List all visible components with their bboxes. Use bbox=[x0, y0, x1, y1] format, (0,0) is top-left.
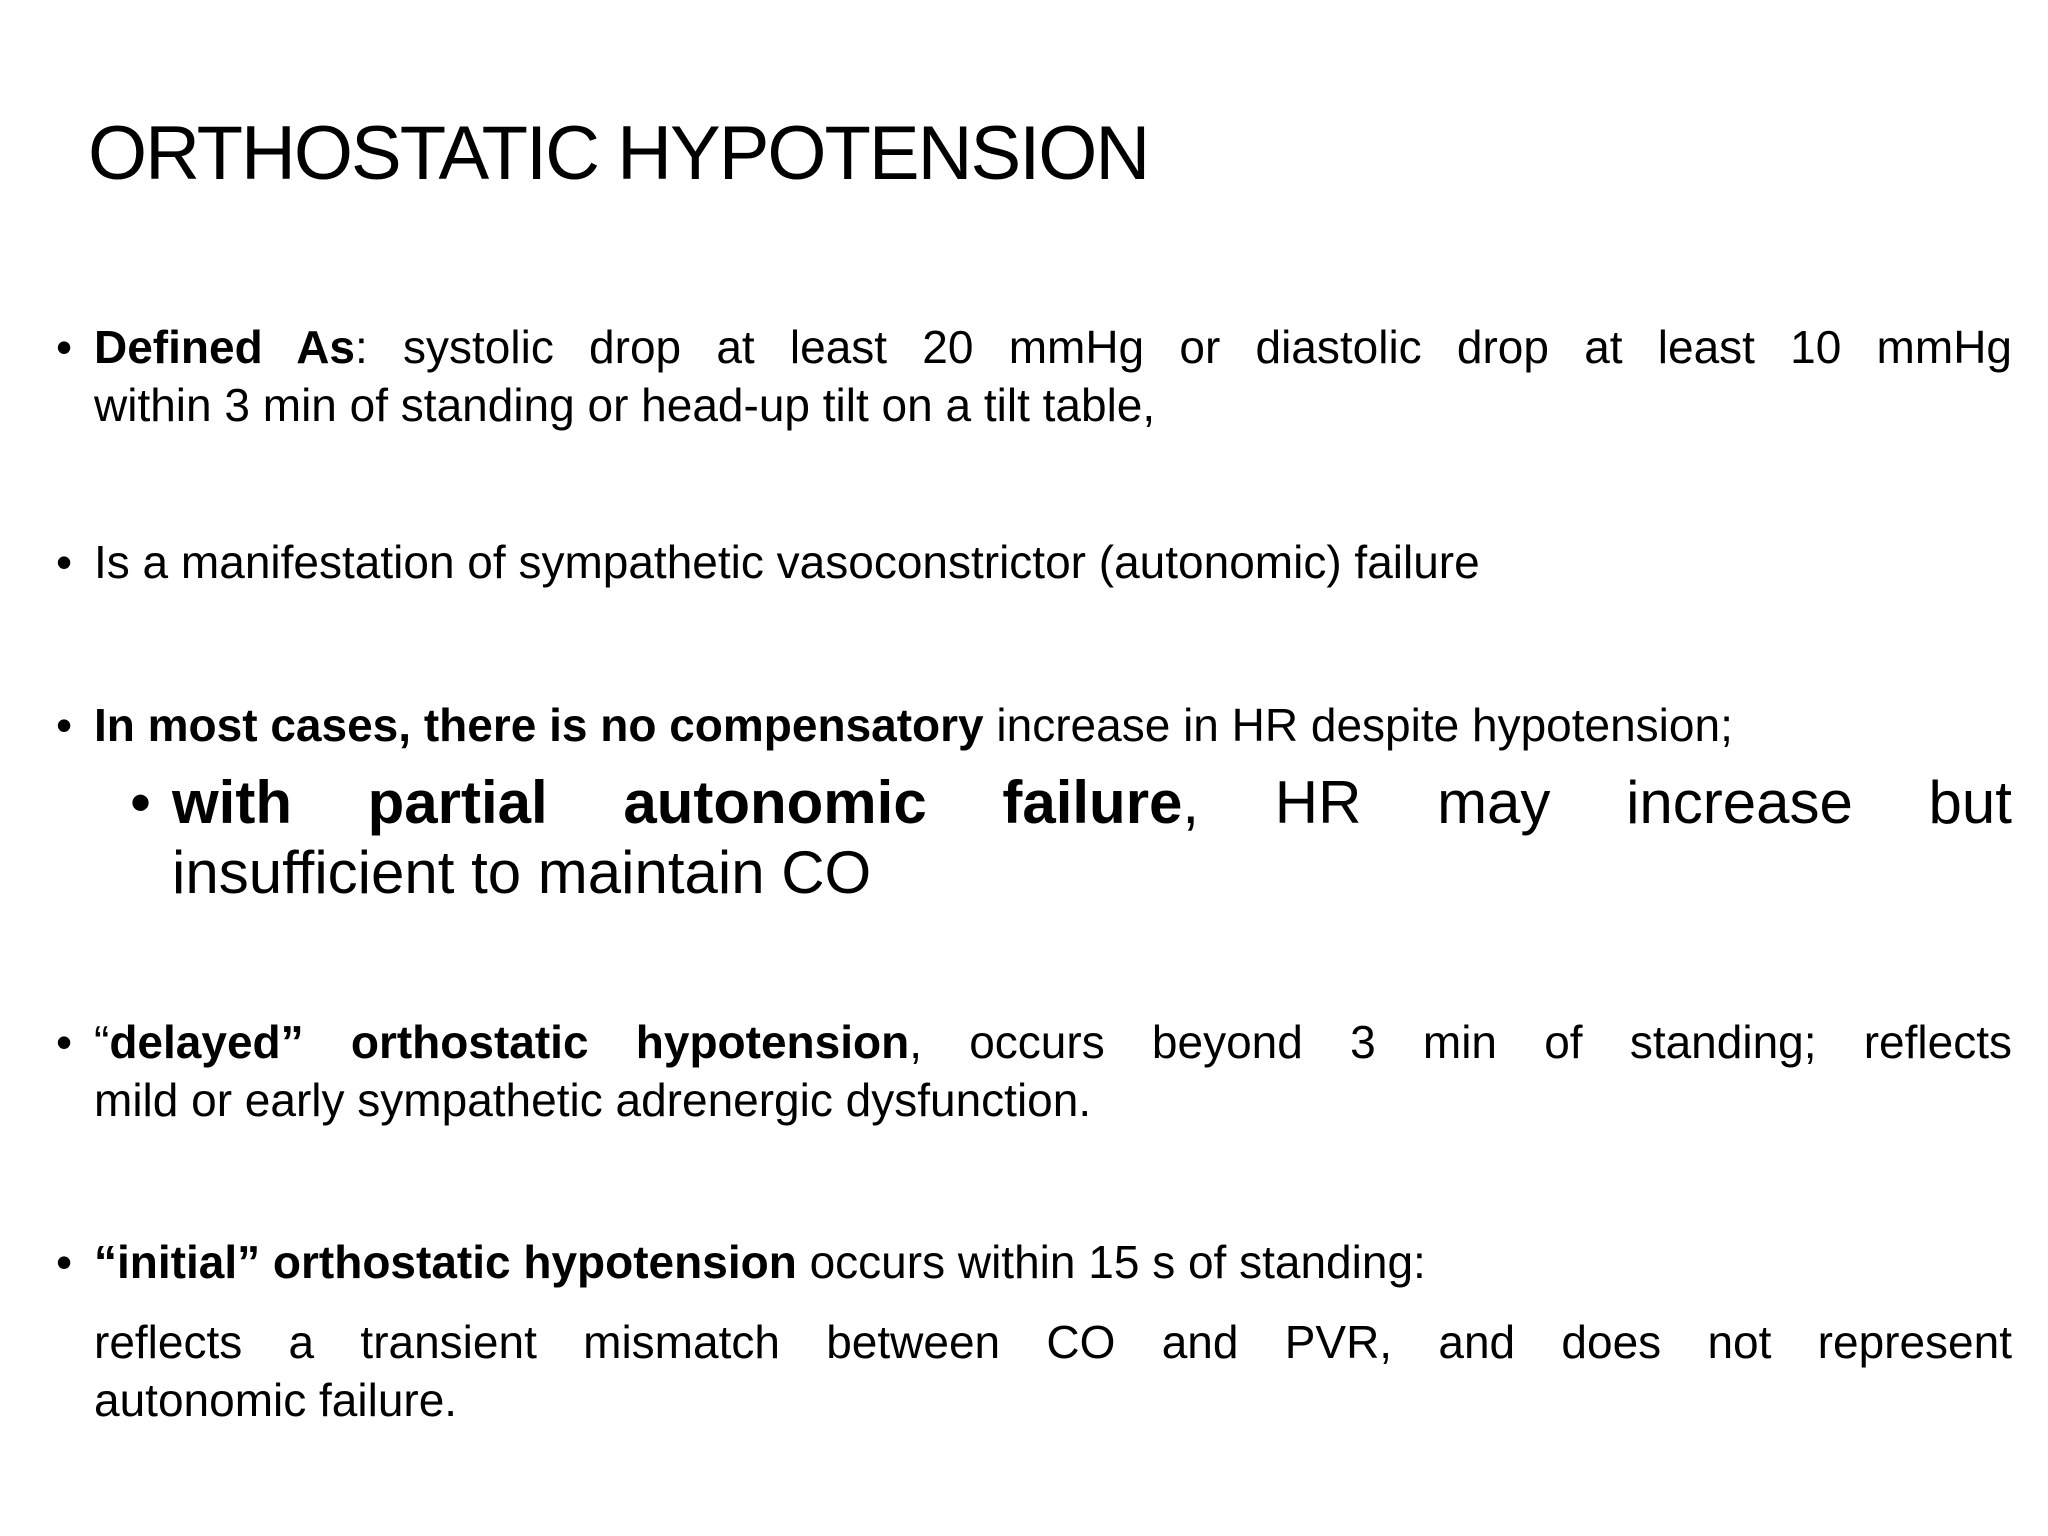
bullet-rest: occurs within 15 s of standing: bbox=[796, 1236, 1426, 1288]
word: but bbox=[1928, 769, 2012, 836]
bullet-line-content bbox=[94, 1013, 2012, 1071]
bullet-line bbox=[94, 1233, 2012, 1291]
bullet-line: mild or early sympathetic adrenergic dysfunction. bbox=[94, 1074, 1092, 1126]
bullet-text bbox=[94, 696, 2012, 754]
bullet-text bbox=[94, 1233, 2012, 1291]
bullet-line: within 3 min of standing or head-up tilt on a tilt table, bbox=[94, 379, 1156, 431]
continuation-paragraph bbox=[94, 1313, 2012, 1429]
word: increase bbox=[1626, 769, 1853, 836]
bold-word: with bbox=[172, 769, 292, 836]
bullet-rest: increase in HR despite hypotension; bbox=[983, 699, 1733, 751]
bullet-dot: • bbox=[56, 1236, 73, 1288]
bullet-rest: : systolic drop at least 20 mmHg or diastolic drop at least 10 mmHg bbox=[355, 321, 2012, 373]
sub-bullet-text bbox=[172, 768, 2012, 908]
bold-term: delayed” orthostatic hypotension bbox=[109, 1016, 910, 1068]
word-group bbox=[1002, 768, 1199, 838]
bullet-dot: • bbox=[56, 536, 73, 588]
paragraph-line-content: reflects a transient mismatch between CO and PVR, and does not represent bbox=[94, 1316, 2012, 1368]
bold-word: partial bbox=[367, 769, 548, 836]
bold-word: failure bbox=[1002, 769, 1183, 836]
bullet-line bbox=[94, 696, 2012, 754]
bullet-dot: • bbox=[56, 699, 73, 751]
quote-open: “ bbox=[94, 1016, 110, 1068]
paragraph-line bbox=[94, 1313, 2012, 1371]
sub-bullet-line: insufficient to maintain CO bbox=[172, 839, 872, 906]
word: HR bbox=[1274, 769, 1362, 836]
bullet-text bbox=[94, 1013, 2012, 1129]
bold-term: In most cases, there is no compensatory bbox=[94, 699, 984, 751]
bullet-text bbox=[94, 533, 2012, 591]
sub-bullet-line bbox=[172, 768, 2012, 838]
bullet-dot: • bbox=[56, 1016, 73, 1068]
word: may bbox=[1437, 769, 1551, 836]
bullet-dot: • bbox=[56, 321, 73, 373]
bullet-rest: , occurs beyond 3 min of standing; reflects bbox=[909, 1016, 2012, 1068]
bullet-line bbox=[94, 318, 2012, 376]
slide-title: ORTHOSTATIC HYPOTENSION bbox=[88, 111, 1149, 196]
bullet-line: Is a manifestation of sympathetic vasoconstrictor (autonomic) failure bbox=[94, 536, 1480, 588]
bold-word: autonomic bbox=[623, 769, 927, 836]
bullet-line bbox=[94, 1013, 2012, 1071]
paragraph-line: autonomic failure. bbox=[94, 1374, 458, 1426]
bullet-text bbox=[94, 318, 2012, 434]
bullet-dot: • bbox=[130, 769, 152, 836]
bold-term: Defined As bbox=[94, 321, 356, 373]
bullet-line-content bbox=[94, 318, 2012, 376]
bold-term: “initial” orthostatic hypotension bbox=[94, 1236, 797, 1288]
comma: , bbox=[1182, 769, 1200, 836]
